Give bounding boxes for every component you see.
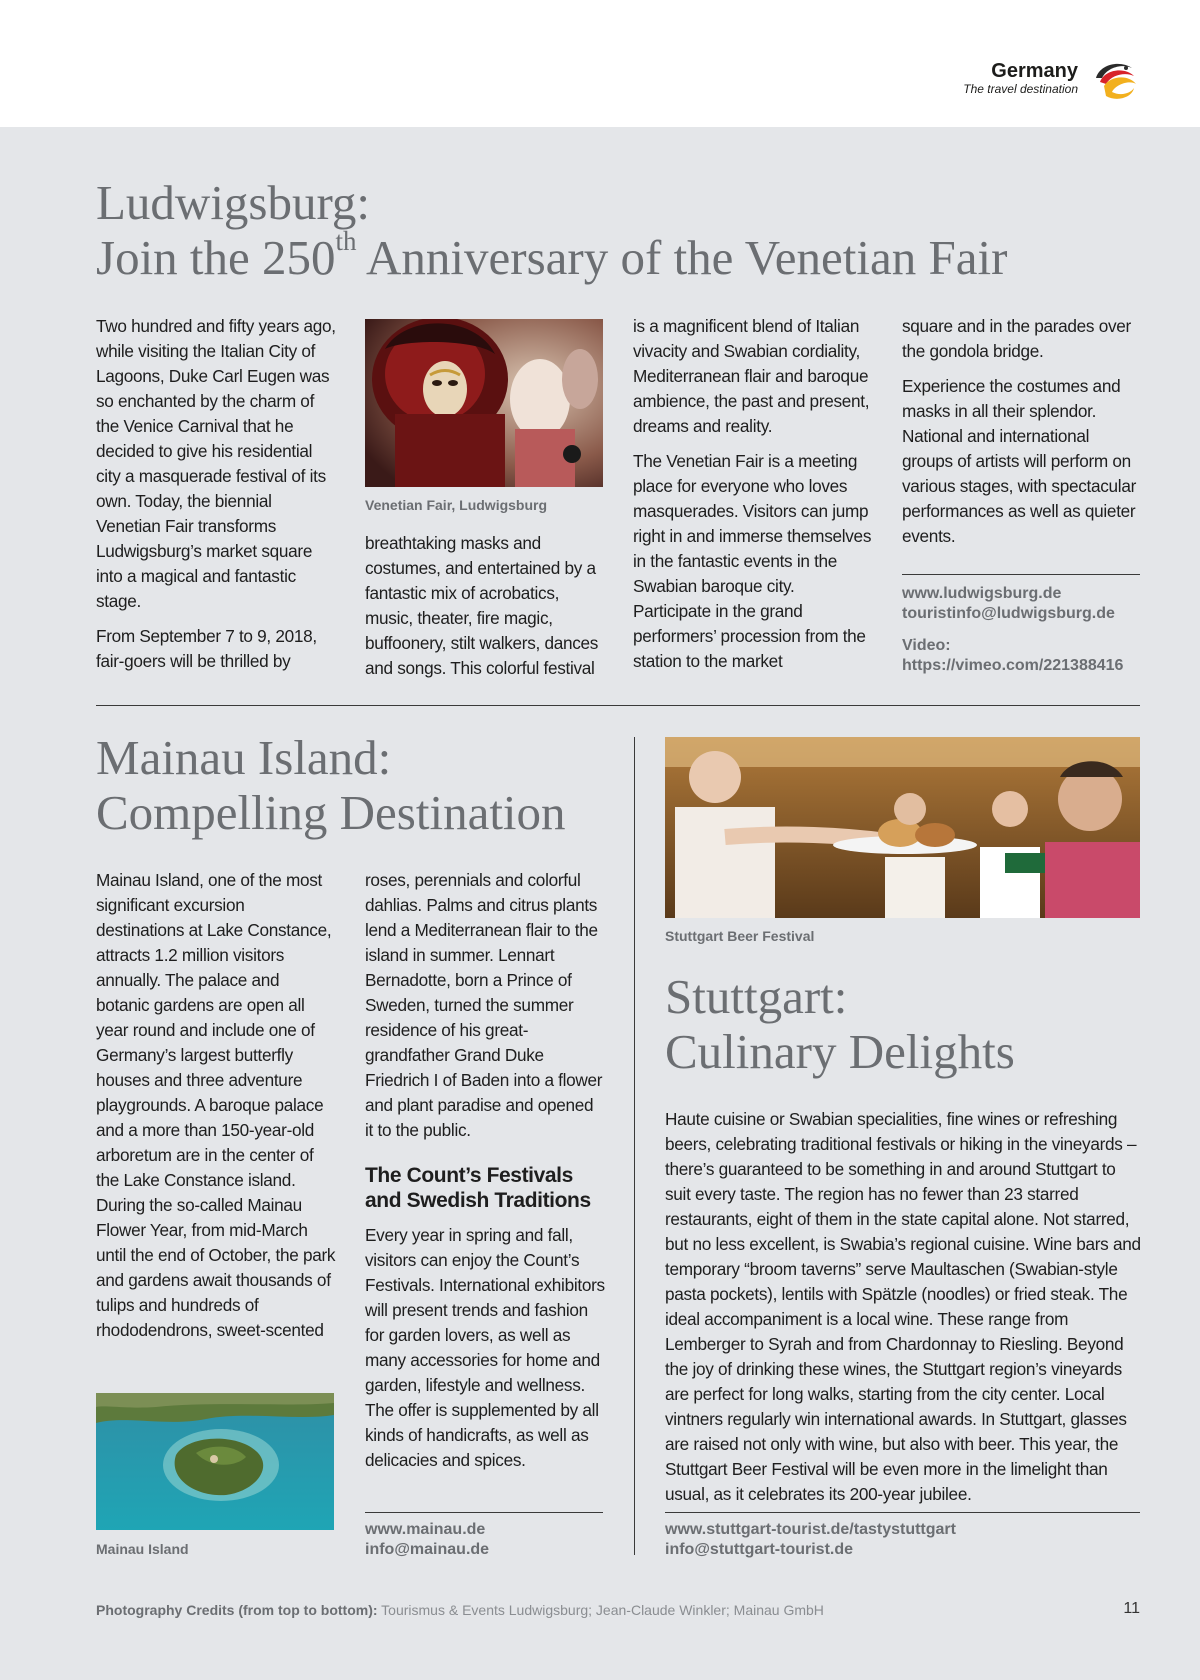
- brand-name: Germany: [991, 60, 1078, 82]
- divider: [902, 574, 1140, 575]
- mainau-paragraph: Mainau Island, one of the most significant excursion destinations at Lake Constance, attracts 1.2 million visitors annually. The palace and botanic gardens are open all year round and include one of Germany’s largest butterfly houses and three adventure playgrounds. A baroque palace and a more than 150-year-old arboretum are in the center of the Lake Constance island. During the so-called Mainau Flower Year, from mid-March until the end of October, the park and gardens await thousands of tulips and hundreds of rhododendrons, sweet-scented: [96, 870, 336, 1340]
- ludwigsburg-paragraph: The Venetian Fair is a meeting place for everyone who loves masquerades. Visitors can jump right in and immerse themselves in the fantastic events in the Swabian baroque city. Participate in the grand performers’ procession from the station to the market: [633, 451, 872, 671]
- mainau-column-2: [365, 868, 605, 1473]
- stuttgart-email-link[interactable]: info@stuttgart-tourist.de: [665, 1541, 854, 1558]
- video-label: Video:: [902, 637, 951, 654]
- credits-label: Photography Credits (from top to bottom):: [96, 1602, 378, 1618]
- mainau-island-caption: Mainau Island: [96, 1541, 189, 1557]
- mainau-column-1: [96, 868, 336, 1343]
- divider: [365, 1512, 603, 1513]
- venetian-fair-photo: [365, 319, 603, 487]
- ludwigsburg-paragraph: Two hundred and fifty years ago, while visiting the Italian City of Lagoons, Duke Carl Eugen was so enchanted by the charm of the Venice Carnival that he decided to give his residential city a masquerade festival of its own. Today, the biennial Venetian Fair transforms Ludwigsburg’s market square into a magical and fantastic stage.: [96, 316, 336, 611]
- beer-festival-image: [665, 737, 1140, 918]
- ludwigsburg-column-1: [96, 314, 336, 674]
- island-aerial-image: [96, 1393, 334, 1530]
- venetian-mask-image: [365, 319, 603, 487]
- ludwigsburg-title-sup: th: [335, 225, 357, 256]
- mainau-title-line1: Mainau Island:: [96, 730, 392, 785]
- mainau-website-link[interactable]: www.mainau.de: [365, 1521, 486, 1538]
- stuttgart-contact: [665, 1520, 956, 1560]
- ludwigsburg-title: [96, 176, 1007, 286]
- photo-credits: [96, 1602, 824, 1618]
- divider: [665, 1512, 1140, 1513]
- ludwigsburg-email-link[interactable]: touristinfo@ludwigsburg.de: [902, 605, 1115, 622]
- ludwigsburg-title-line1: Ludwigsburg:: [96, 175, 371, 230]
- ludwigsburg-column-2: [365, 531, 605, 681]
- ludwigsburg-paragraph: Experience the costumes and masks in all their splendor. National and international groups of artists will perform on various stages, with spectacular performances as well as quieter events.: [902, 376, 1137, 546]
- section-divider: [96, 705, 1140, 706]
- mainau-contact: [365, 1520, 489, 1560]
- counts-festivals-subheading: The Count’s Festivals and Swedish Traditions: [365, 1164, 591, 1212]
- mainau-title-line2: Compelling Destination: [96, 784, 566, 840]
- mainau-island-photo: [96, 1393, 334, 1530]
- page-header: [0, 0, 1200, 127]
- ludwigsburg-website-link[interactable]: www.ludwigsburg.de: [902, 585, 1062, 602]
- ludwigsburg-paragraph: is a magnificent blend of Italian vivacity and Swabian cordiality, Mediterranean flair and baroque ambience, the past and present, dreams and reality.: [633, 316, 870, 436]
- ludwigsburg-title-line2-pre: Join the 250: [96, 229, 336, 285]
- stuttgart-body: [665, 1107, 1143, 1507]
- stuttgart-title-line1: Stuttgart:: [665, 969, 848, 1024]
- ludwigsburg-column-4: [902, 314, 1142, 549]
- page-number: 11: [1123, 1600, 1140, 1617]
- stuttgart-title: [665, 970, 1015, 1080]
- mainau-title: [96, 731, 566, 841]
- venetian-fair-caption: Venetian Fair, Ludwigsburg: [365, 497, 548, 513]
- mainau-email-link[interactable]: info@mainau.de: [365, 1541, 490, 1558]
- stuttgart-title-line2: Culinary Delights: [665, 1023, 1015, 1079]
- beer-festival-photo: [665, 737, 1140, 918]
- mainau-paragraph: roses, perennials and colorful dahlias. Palms and citrus plants lend a Mediterranean flair to the island in summer. Lennart Bernadotte, born a Prince of Sweden, turned the summer residence of his great-grandfather Grand Duke Friedrich I of Baden into a flower and plant paradise and opened it to the public.: [365, 870, 603, 1140]
- ludwigsburg-contact: [902, 584, 1123, 676]
- column-divider: [634, 737, 635, 1555]
- brand-tagline: The travel destination: [963, 82, 1078, 96]
- ludwigsburg-video-link[interactable]: https://vimeo.com/221388416: [902, 657, 1124, 674]
- brand: [963, 60, 1078, 96]
- ludwigsburg-title-line2-post: Anniversary of the Venetian Fair: [356, 229, 1008, 285]
- credits-text: Tourismus & Events Ludwigsburg; Jean-Claude Winkler; Mainau GmbH: [377, 1602, 824, 1618]
- ludwigsburg-paragraph: From September 7 to 9, 2018, fair-goers will be thrilled by: [96, 626, 317, 671]
- stuttgart-website-link[interactable]: www.stuttgart-tourist.de/tastystuttgart: [665, 1521, 956, 1538]
- mainau-paragraph: Every year in spring and fall, visitors can enjoy the Count’s Festivals. International exhibitors will present trends and fashion for garden lovers, as well as many accessories for home and garden, lifestyle and wellness. The offer is supplemented by all kinds of handicrafts, as well as delicacies and spices.: [365, 1225, 605, 1470]
- ludwigsburg-paragraph: breathtaking masks and costumes, and entertained by a fantastic mix of acrobatics, music, theater, fire magic, buffoonery, stilt walkers, dances and songs. This colorful festival: [365, 533, 599, 678]
- germany-swirl-logo-icon: [1090, 56, 1140, 106]
- ludwigsburg-paragraph: square and in the parades over the gondola bridge.: [902, 316, 1131, 361]
- beer-festival-caption: Stuttgart Beer Festival: [665, 928, 815, 944]
- stuttgart-paragraph: Haute cuisine or Swabian specialities, fine wines or refreshing beers, celebrating traditional festivals or hiking in the vineyards – there’s guaranteed to be something in and around Stuttgart to suit every taste. The region has no fewer than 23 starred restaurants, eight of them in the state capital alone. Not starred, but no less excellent, is Swabia’s regional cuisine. Wine bars and temporary “broom taverns” serve Maultaschen (Swabian-style pasta pockets), lentils with Spätzle (noodles) or fried steak. The ideal accompaniment is a local wine. These range from Lemberger to Syrah and from Chardonnay to Riesling. Beyond the joy of drinking these wines, the Stuttgart region’s vineyards are perfect for long walks, starting from the city center. Local vintners regularly win international awards. In Stuttgart, glasses are raised not only with wine, but also with beer. This year, the Stuttgart Beer Festival will be even more in the limelight than usual, as it celebrates its 200-year jubilee.: [665, 1109, 1141, 1504]
- ludwigsburg-column-3: [633, 314, 873, 674]
